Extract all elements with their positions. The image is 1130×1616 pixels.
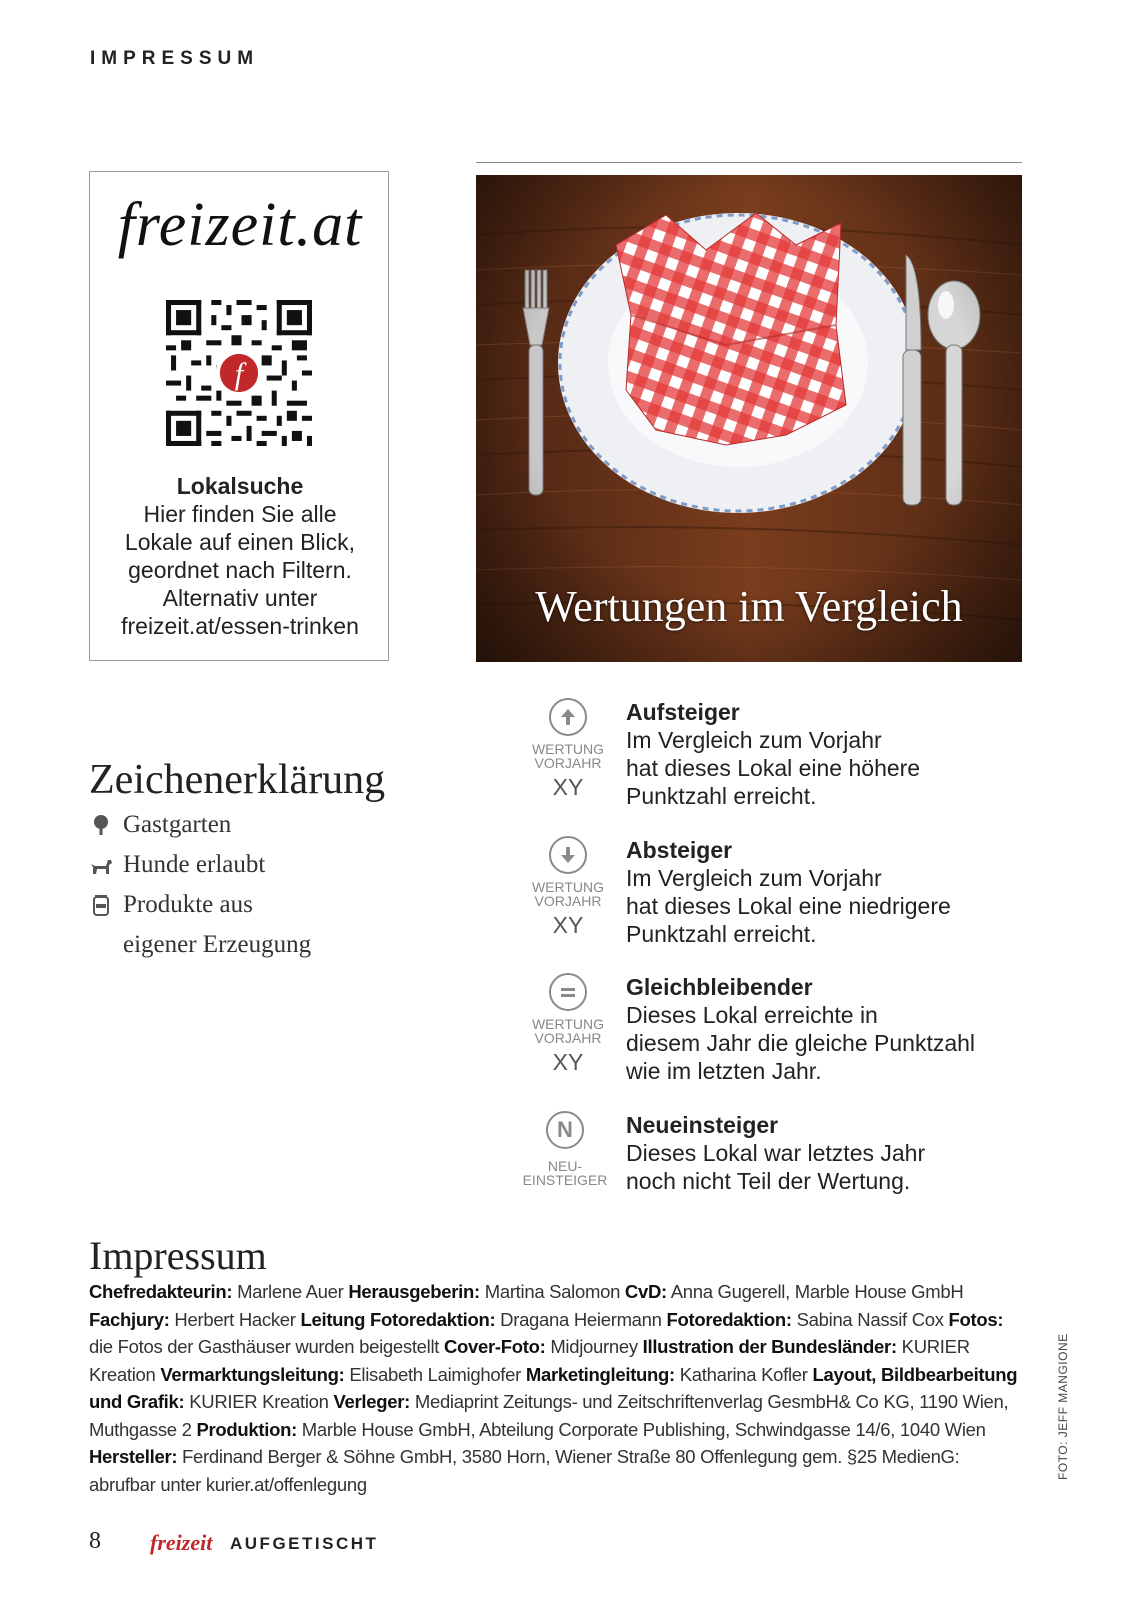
photo-credit: FOTO: JEFF MANGIONE [1056, 1333, 1070, 1480]
rating-badge [528, 836, 608, 948]
rating-line: Punktzahl erreicht. [626, 921, 817, 947]
imp-key: Verleger: [333, 1391, 410, 1412]
rating-title: Aufsteiger [626, 699, 740, 725]
dog-icon [89, 853, 113, 877]
rating-description [626, 836, 1046, 948]
imp-value: Herbert Hacker [169, 1308, 301, 1330]
photo-caption: Wertungen im Vergleich [535, 582, 963, 631]
imp-value: KURIER Kreation [89, 1336, 970, 1385]
imp-value: Martina Salomon [479, 1281, 625, 1302]
footer-brand-logo: freizeit [150, 1530, 213, 1555]
imp-value: Dragana Heiermann [495, 1308, 667, 1330]
arrow-down-icon [549, 836, 587, 874]
imp-value: Sabina Nassif Cox [791, 1308, 949, 1330]
rating-gleichbleibend [528, 973, 1046, 1085]
qr-badge: f [234, 357, 244, 392]
imp-key: Hersteller: [89, 1446, 178, 1467]
rating-line: noch nicht Teil der Wertung. [626, 1168, 911, 1194]
equals-icon [549, 973, 587, 1011]
rating-badge [528, 698, 608, 810]
impressum-title: Impressum [89, 1233, 267, 1278]
rating-badge [528, 973, 608, 1085]
badge-label: NEU- [547, 1158, 583, 1174]
badge-label: VORJAHR [534, 1030, 602, 1046]
freizeit-logo: freizeit.at [117, 191, 363, 259]
imp-key: Leitung Fotoredaktion: [300, 1308, 496, 1330]
imp-key: CvD: [624, 1281, 667, 1302]
rating-description [626, 1111, 1046, 1195]
n-icon [546, 1111, 584, 1149]
imp-value: Anna Gugerell, Marble House GmbH [666, 1281, 964, 1302]
rating-title: Gleichbleibender [626, 974, 813, 1000]
rating-description [626, 973, 1046, 1085]
imp-value: Marlene Auer [232, 1281, 349, 1302]
rating-line: Im Vergleich zum Vorjahr [626, 865, 882, 891]
imp-value: Marble House GmbH, Abteilung Corporate Publishing, Schwindgasse 14/6, 1040 Wien [296, 1418, 986, 1440]
rating-title: Absteiger [626, 837, 733, 863]
rating-absteiger [528, 836, 1046, 948]
lokalsuche-link[interactable]: freizeit.at/essen-trinken [121, 613, 359, 639]
tree-icon [89, 813, 113, 837]
badge-xy: XY [552, 912, 584, 938]
legend-item-gastgarten [89, 807, 231, 843]
imp-key: Layout, Bildbearbeitung und Grafik: [89, 1363, 1018, 1412]
lokalsuche-line: Lokale auf einen Blick, [124, 529, 356, 555]
imp-key: Chefredakteurin: [89, 1281, 233, 1302]
lokalsuche-promo-box [89, 171, 389, 661]
badge-label: WERTUNG [531, 1016, 605, 1032]
legend-label: Produkte aus [123, 891, 253, 918]
badge-xy: XY [552, 774, 584, 800]
badge-label: VORJAHR [534, 755, 602, 771]
legend-item-hunde [89, 847, 265, 883]
legend-label: eigener Erzeugung [123, 931, 312, 958]
footer-section-tag: AUFGETISCHT [230, 1534, 379, 1553]
lokalsuche-line: Alternativ unter [162, 585, 318, 611]
legend-label: Hunde erlaubt [123, 851, 266, 878]
imp-key: Marketingleitung: [525, 1363, 675, 1385]
badge-label: EINSTEIGER [522, 1172, 608, 1188]
rating-line: hat dieses Lokal eine höhere [626, 755, 921, 781]
imp-key: Herausgeberin: [348, 1281, 480, 1302]
imp-value: Ferdinand Berger & Söhne GmbH, 3580 Horn, Wiener Straße 80 Offenlegung gem. §25 MedienG: abrufbar unter kurier.at/offenlegung [89, 1446, 960, 1495]
rating-badge [522, 1111, 608, 1195]
arrow-up-icon [549, 698, 587, 736]
jar-icon [89, 893, 113, 917]
rating-line: diesem Jahr die gleiche Punktzahl [626, 1030, 976, 1056]
n-symbol: N [557, 1117, 573, 1142]
rating-neueinsteiger [522, 1111, 1046, 1195]
imp-key: Cover-Foto: [443, 1336, 546, 1357]
photo-rule [476, 162, 1022, 163]
legend-label: Gastgarten [123, 811, 232, 838]
rating-line: Punktzahl erreicht. [626, 783, 817, 809]
lokalsuche-text [90, 472, 390, 640]
imp-value: Mediaprint Zeitungs- und Zeitschriftenverlag GesmbH& Co KG, 1190 Wien, Muthgasse 2 [89, 1391, 1009, 1440]
imp-key: Fotoredaktion: [666, 1308, 792, 1330]
badge-label: WERTUNG [531, 879, 605, 895]
badge-label: WERTUNG [531, 741, 605, 757]
rating-line: hat dieses Lokal eine niedrigere [626, 893, 951, 919]
page-number: 8 [89, 1528, 101, 1554]
rating-line: Im Vergleich zum Vorjahr [626, 727, 882, 753]
imp-key: Produktion: [196, 1418, 297, 1440]
legend-title: Zeichenerklärung [89, 757, 386, 803]
legend-item-produkte-cont [123, 927, 311, 963]
imp-value: KURIER Kreation [184, 1391, 334, 1412]
imp-key: Illustration der Bundesländer: [642, 1336, 897, 1357]
imp-value: Midjourney [545, 1336, 643, 1357]
rating-title: Neueinsteiger [626, 1112, 779, 1138]
legend-item-produkte [89, 887, 253, 923]
rating-line: Dieses Lokal erreichte in [626, 1002, 878, 1028]
table-setting-photo [476, 175, 1022, 662]
rating-line: wie im letzten Jahr. [626, 1058, 822, 1084]
qr-code-icon[interactable] [166, 300, 312, 446]
rating-aufsteiger [528, 698, 1046, 810]
lokalsuche-line: geordnet nach Filtern. [128, 557, 352, 583]
badge-label: VORJAHR [534, 893, 602, 909]
imp-key: Fachjury: [89, 1308, 170, 1330]
lokalsuche-title: Lokalsuche [176, 473, 304, 499]
impressum-body [89, 1278, 1029, 1498]
rating-description [626, 698, 1046, 810]
section-header: IMPRESSUM [90, 48, 260, 69]
imp-key: Fotos: [948, 1308, 1004, 1330]
imp-value: die Fotos der Gasthäuser wurden beigestellt [89, 1336, 444, 1357]
badge-xy: XY [552, 1049, 584, 1075]
imp-value: Elisabeth Laimighofer [344, 1363, 526, 1385]
lokalsuche-line: Hier finden Sie alle [143, 501, 337, 527]
imp-key: Vermarktungsleitung: [160, 1363, 345, 1385]
rating-line: Dieses Lokal war letztes Jahr [626, 1140, 926, 1166]
imp-value: Katharina Kofler [674, 1363, 813, 1385]
